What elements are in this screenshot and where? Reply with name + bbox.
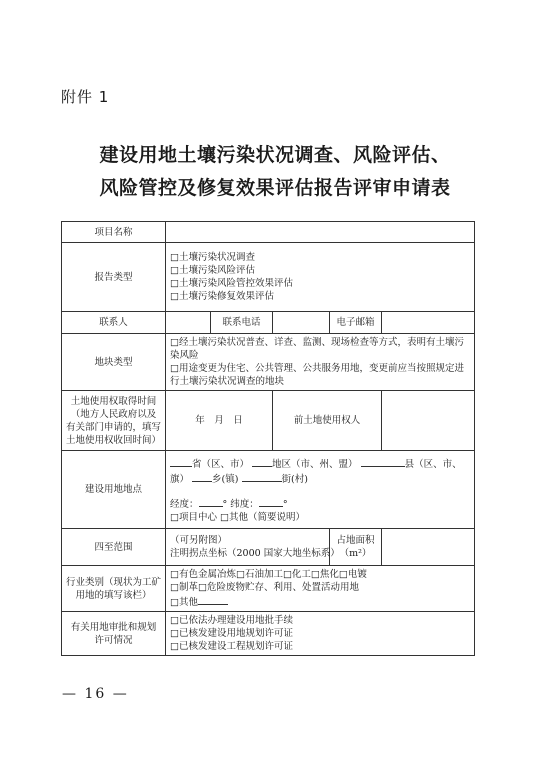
plot-type-option[interactable]: □用途变更为住宅、公共管理、公共服务用地，变更前应当按照规定进行土壤污染状况调查的地块 bbox=[170, 363, 464, 387]
row-contact bbox=[62, 312, 475, 334]
row-industry bbox=[62, 566, 475, 612]
application-form-table bbox=[61, 221, 475, 656]
center-option[interactable]: □项目中心 bbox=[170, 511, 217, 523]
email-field[interactable] bbox=[382, 312, 475, 334]
row-boundary bbox=[62, 529, 475, 566]
land-use-date-field[interactable]: 年 月 日 bbox=[166, 391, 273, 451]
industry-label bbox=[62, 566, 166, 612]
email-label: 电子邮箱 bbox=[330, 312, 382, 334]
area-field[interactable] bbox=[382, 529, 475, 566]
street-blank[interactable] bbox=[242, 471, 282, 482]
industry-option-line[interactable]: □有色金属冶炼□石油加工□化工□焦化□电镀 bbox=[170, 569, 367, 580]
township-text: 乡(镇) bbox=[212, 473, 239, 485]
approval-option[interactable]: □已核发建设工程规划许可证 bbox=[170, 641, 293, 652]
report-type-option[interactable]: □土壤污染状况调查 bbox=[170, 252, 255, 263]
row-report-type bbox=[62, 243, 475, 312]
row-land-use-time bbox=[62, 391, 475, 451]
location-fields bbox=[166, 451, 475, 529]
row-approval bbox=[62, 612, 475, 656]
degree-mark: ° bbox=[222, 498, 228, 510]
label-text: 土地使用权取得时间 bbox=[70, 395, 157, 407]
report-type-option[interactable]: □土壤污染风险管控效果评估 bbox=[170, 278, 293, 289]
label-text: 占地面积 bbox=[336, 535, 375, 546]
report-type-option[interactable]: □土壤污染修复效果评估 bbox=[170, 291, 274, 302]
boundary-note-line: 注明拐点坐标（2000 国家大地坐标系） bbox=[170, 548, 340, 559]
approval-label bbox=[62, 612, 166, 656]
longitude-blank[interactable] bbox=[199, 496, 223, 507]
title-line-1: 建设用地土壤污染状况调查、风险评估、 bbox=[99, 144, 451, 166]
other-option[interactable]: □其他（简要说明） bbox=[220, 511, 305, 523]
attachment-label: 附件 1 bbox=[61, 88, 110, 106]
plot-type-option[interactable]: □经土壤污染状况普查、详查、监测、现场检查等方式，表明有土壤污染风险 bbox=[170, 337, 464, 361]
prev-user-label: 前土地使用权人 bbox=[273, 391, 382, 451]
label-text: （地方人民政府以及 bbox=[70, 408, 157, 420]
county-blank[interactable] bbox=[361, 456, 405, 467]
longitude-label: 经度： bbox=[170, 498, 199, 510]
industry-option-line[interactable]: □制革□危险废物贮存、利用、处置活动用地 bbox=[170, 582, 359, 593]
latitude-label: 纬度： bbox=[230, 498, 259, 510]
industry-options bbox=[166, 566, 475, 612]
plot-type-label: 地块类型 bbox=[62, 334, 166, 391]
label-text: 行业类别（现状为工矿 bbox=[66, 576, 162, 588]
report-type-label: 报告类型 bbox=[62, 243, 166, 312]
label-text: 有关用地审批和规划 bbox=[70, 621, 157, 633]
label-text: 土地使用权收回时间） bbox=[66, 434, 162, 446]
boundary-note[interactable] bbox=[166, 529, 340, 566]
county-text: 县（区、市、 bbox=[404, 458, 462, 470]
project-name-label: 项目名称 bbox=[62, 222, 166, 243]
approval-option[interactable]: □已核发建设用地规划许可证 bbox=[170, 628, 293, 639]
province-text: 省（区、市） bbox=[192, 458, 250, 470]
contact-field[interactable] bbox=[166, 312, 211, 334]
boundary-note-line: （可另附图） bbox=[170, 535, 228, 546]
land-use-time-label bbox=[62, 391, 166, 451]
contact-label: 联系人 bbox=[62, 312, 166, 334]
label-text: 用地的填写该栏） bbox=[75, 589, 152, 601]
label-text: 许可情况 bbox=[94, 634, 133, 646]
industry-option-line[interactable]: □其他 bbox=[170, 597, 198, 608]
street-text: 街(村) bbox=[281, 473, 308, 485]
phone-label: 联系电话 bbox=[211, 312, 273, 334]
report-type-option[interactable]: □土壤污染风险评估 bbox=[170, 265, 255, 276]
project-name-field[interactable] bbox=[166, 222, 475, 243]
row-project-name bbox=[62, 222, 475, 243]
prefecture-blank[interactable] bbox=[252, 456, 272, 467]
title-line-2: 风险管控及修复效果评估报告评审申请表 bbox=[99, 177, 451, 199]
latitude-blank[interactable] bbox=[259, 496, 283, 507]
prev-user-field[interactable] bbox=[382, 391, 475, 451]
industry-other-blank[interactable] bbox=[198, 594, 228, 605]
approval-options bbox=[166, 612, 475, 656]
degree-mark: ° bbox=[282, 498, 288, 510]
prefecture-text: 地区（市、州、盟） bbox=[272, 458, 358, 470]
province-blank[interactable] bbox=[170, 456, 192, 467]
location-label: 建设用地地点 bbox=[62, 451, 166, 529]
row-plot-type bbox=[62, 334, 475, 391]
report-type-options bbox=[166, 243, 475, 312]
label-text: 有关部门申请的，填写 bbox=[66, 421, 162, 433]
row-location bbox=[62, 451, 475, 529]
banner-text: 旗） bbox=[170, 473, 190, 485]
area-label bbox=[330, 529, 382, 566]
approval-option[interactable]: □已依法办理建设用地批手续 bbox=[170, 615, 293, 626]
plot-type-options bbox=[166, 334, 475, 391]
phone-field[interactable] bbox=[273, 312, 330, 334]
boundary-label: 四至范围 bbox=[62, 529, 166, 566]
township-blank[interactable] bbox=[192, 471, 212, 482]
page-number: — 16 — bbox=[62, 686, 129, 702]
label-text: （m²） bbox=[339, 548, 372, 559]
